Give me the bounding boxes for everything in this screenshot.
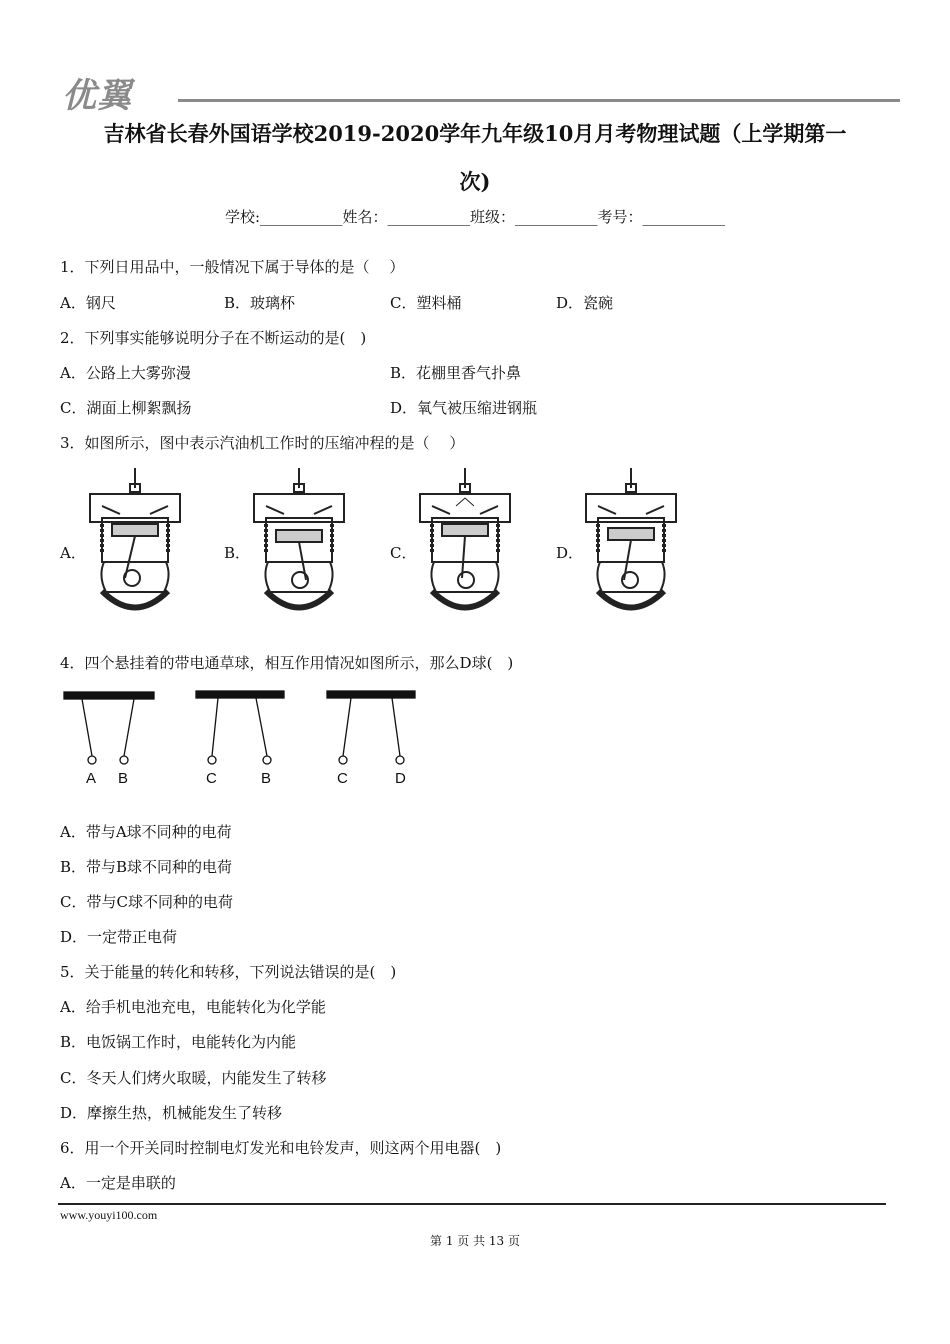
question-1-stem: 1．下列日用品中，一般情况下属于导体的是（ ） — [60, 258, 405, 276]
thread-b2 — [256, 698, 267, 756]
support-bar-3 — [327, 691, 415, 698]
page-number: 第 1 页 共 13 页 — [430, 1234, 520, 1248]
question-3-option-b: B． — [224, 544, 251, 562]
question-2-stem: 2．下列事实能够说明分子在不断运动的是( ) — [60, 329, 367, 347]
question-6-option-a: A．一定是串联的 — [60, 1174, 176, 1192]
footer-rule — [58, 1203, 886, 1205]
question-1-option-d: D．瓷碗 — [556, 294, 614, 312]
ball-label-b2: B — [261, 770, 272, 787]
ball-b2 — [263, 756, 271, 764]
engine-diagram-c — [410, 466, 520, 620]
ball-label-c: C — [206, 770, 217, 787]
question-4-stem: 4．四个悬挂着的带电通草球，相互作用情况如图所示，那么D球( ) — [60, 654, 514, 672]
question-4-option-c: C．带与C球不同种的电荷 — [60, 893, 233, 911]
thread-b — [124, 699, 134, 756]
question-5-stem: 5．关于能量的转化和转移，下列说法错误的是( ) — [60, 963, 397, 981]
question-1-option-c: C．塑料桶 — [390, 294, 462, 312]
question-6-stem: 6．用一个开关同时控制电灯发光和电铃发声，则这两个用电器( ) — [60, 1139, 502, 1157]
ball-a — [88, 756, 96, 764]
question-2-option-d: D．氧气被压缩进钢瓶 — [390, 399, 538, 417]
engine-diagram-a — [80, 466, 190, 620]
ball-label-a: A — [86, 770, 97, 787]
question-3-option-d: D． — [556, 544, 584, 562]
ball-d — [396, 756, 404, 764]
ball-c2 — [339, 756, 347, 764]
page-title-line2: 次) — [459, 169, 491, 194]
ball-c — [208, 756, 216, 764]
ball-label-c2: C — [337, 770, 348, 787]
logo: 优翼 — [62, 76, 132, 116]
question-2-option-b: B．花棚里香气扑鼻 — [390, 364, 522, 382]
ball-b — [120, 756, 128, 764]
question-1-option-a: A．钢尺 — [60, 294, 116, 312]
question-3-stem: 3．如图所示，图中表示汽油机工作时的压缩冲程的是（ ） — [60, 434, 465, 452]
thread-c — [212, 698, 218, 756]
page-title-line1: 吉林省长春外国语学校2019-2020学年九年级10月月考物理试题（上学期第一 — [103, 121, 847, 146]
header-rule — [178, 99, 900, 102]
question-3-option-a: A． — [60, 544, 86, 562]
question-5-option-b: B．电饭锅工作时，电能转化为内能 — [60, 1033, 297, 1051]
question-4-option-a: A．带与A球不同种的电荷 — [60, 823, 232, 841]
student-info-line: 学校:___________姓名：___________班级：___________考号：___________ — [224, 208, 726, 226]
charged-balls-diagram — [60, 686, 420, 790]
engine-diagram-b — [244, 466, 354, 620]
support-bar-1 — [64, 692, 154, 699]
question-5-option-d: D．摩擦生热，机械能发生了转移 — [60, 1104, 283, 1122]
question-2-option-c: C．湖面上柳絮飘扬 — [60, 399, 192, 417]
footer-url: www.youyi100.com — [60, 1208, 158, 1222]
thread-d — [392, 698, 400, 756]
question-4-option-b: B．带与B球不同种的电荷 — [60, 858, 233, 876]
question-1-option-b: B．玻璃杯 — [224, 294, 296, 312]
support-bar-2 — [196, 691, 284, 698]
ball-label-b: B — [118, 770, 129, 787]
question-4-option-d: D．一定带正电荷 — [60, 928, 178, 946]
question-5-option-c: C．冬天人们烤火取暖，内能发生了转移 — [60, 1069, 327, 1087]
engine-diagram-d — [576, 466, 686, 620]
question-3-option-c: C． — [390, 544, 417, 562]
question-5-option-a: A．给手机电池充电，电能转化为化学能 — [60, 998, 326, 1016]
question-2-option-a: A．公路上大雾弥漫 — [60, 364, 191, 382]
ball-label-d: D — [395, 770, 406, 787]
thread-c2 — [343, 698, 351, 756]
thread-a — [82, 699, 92, 756]
